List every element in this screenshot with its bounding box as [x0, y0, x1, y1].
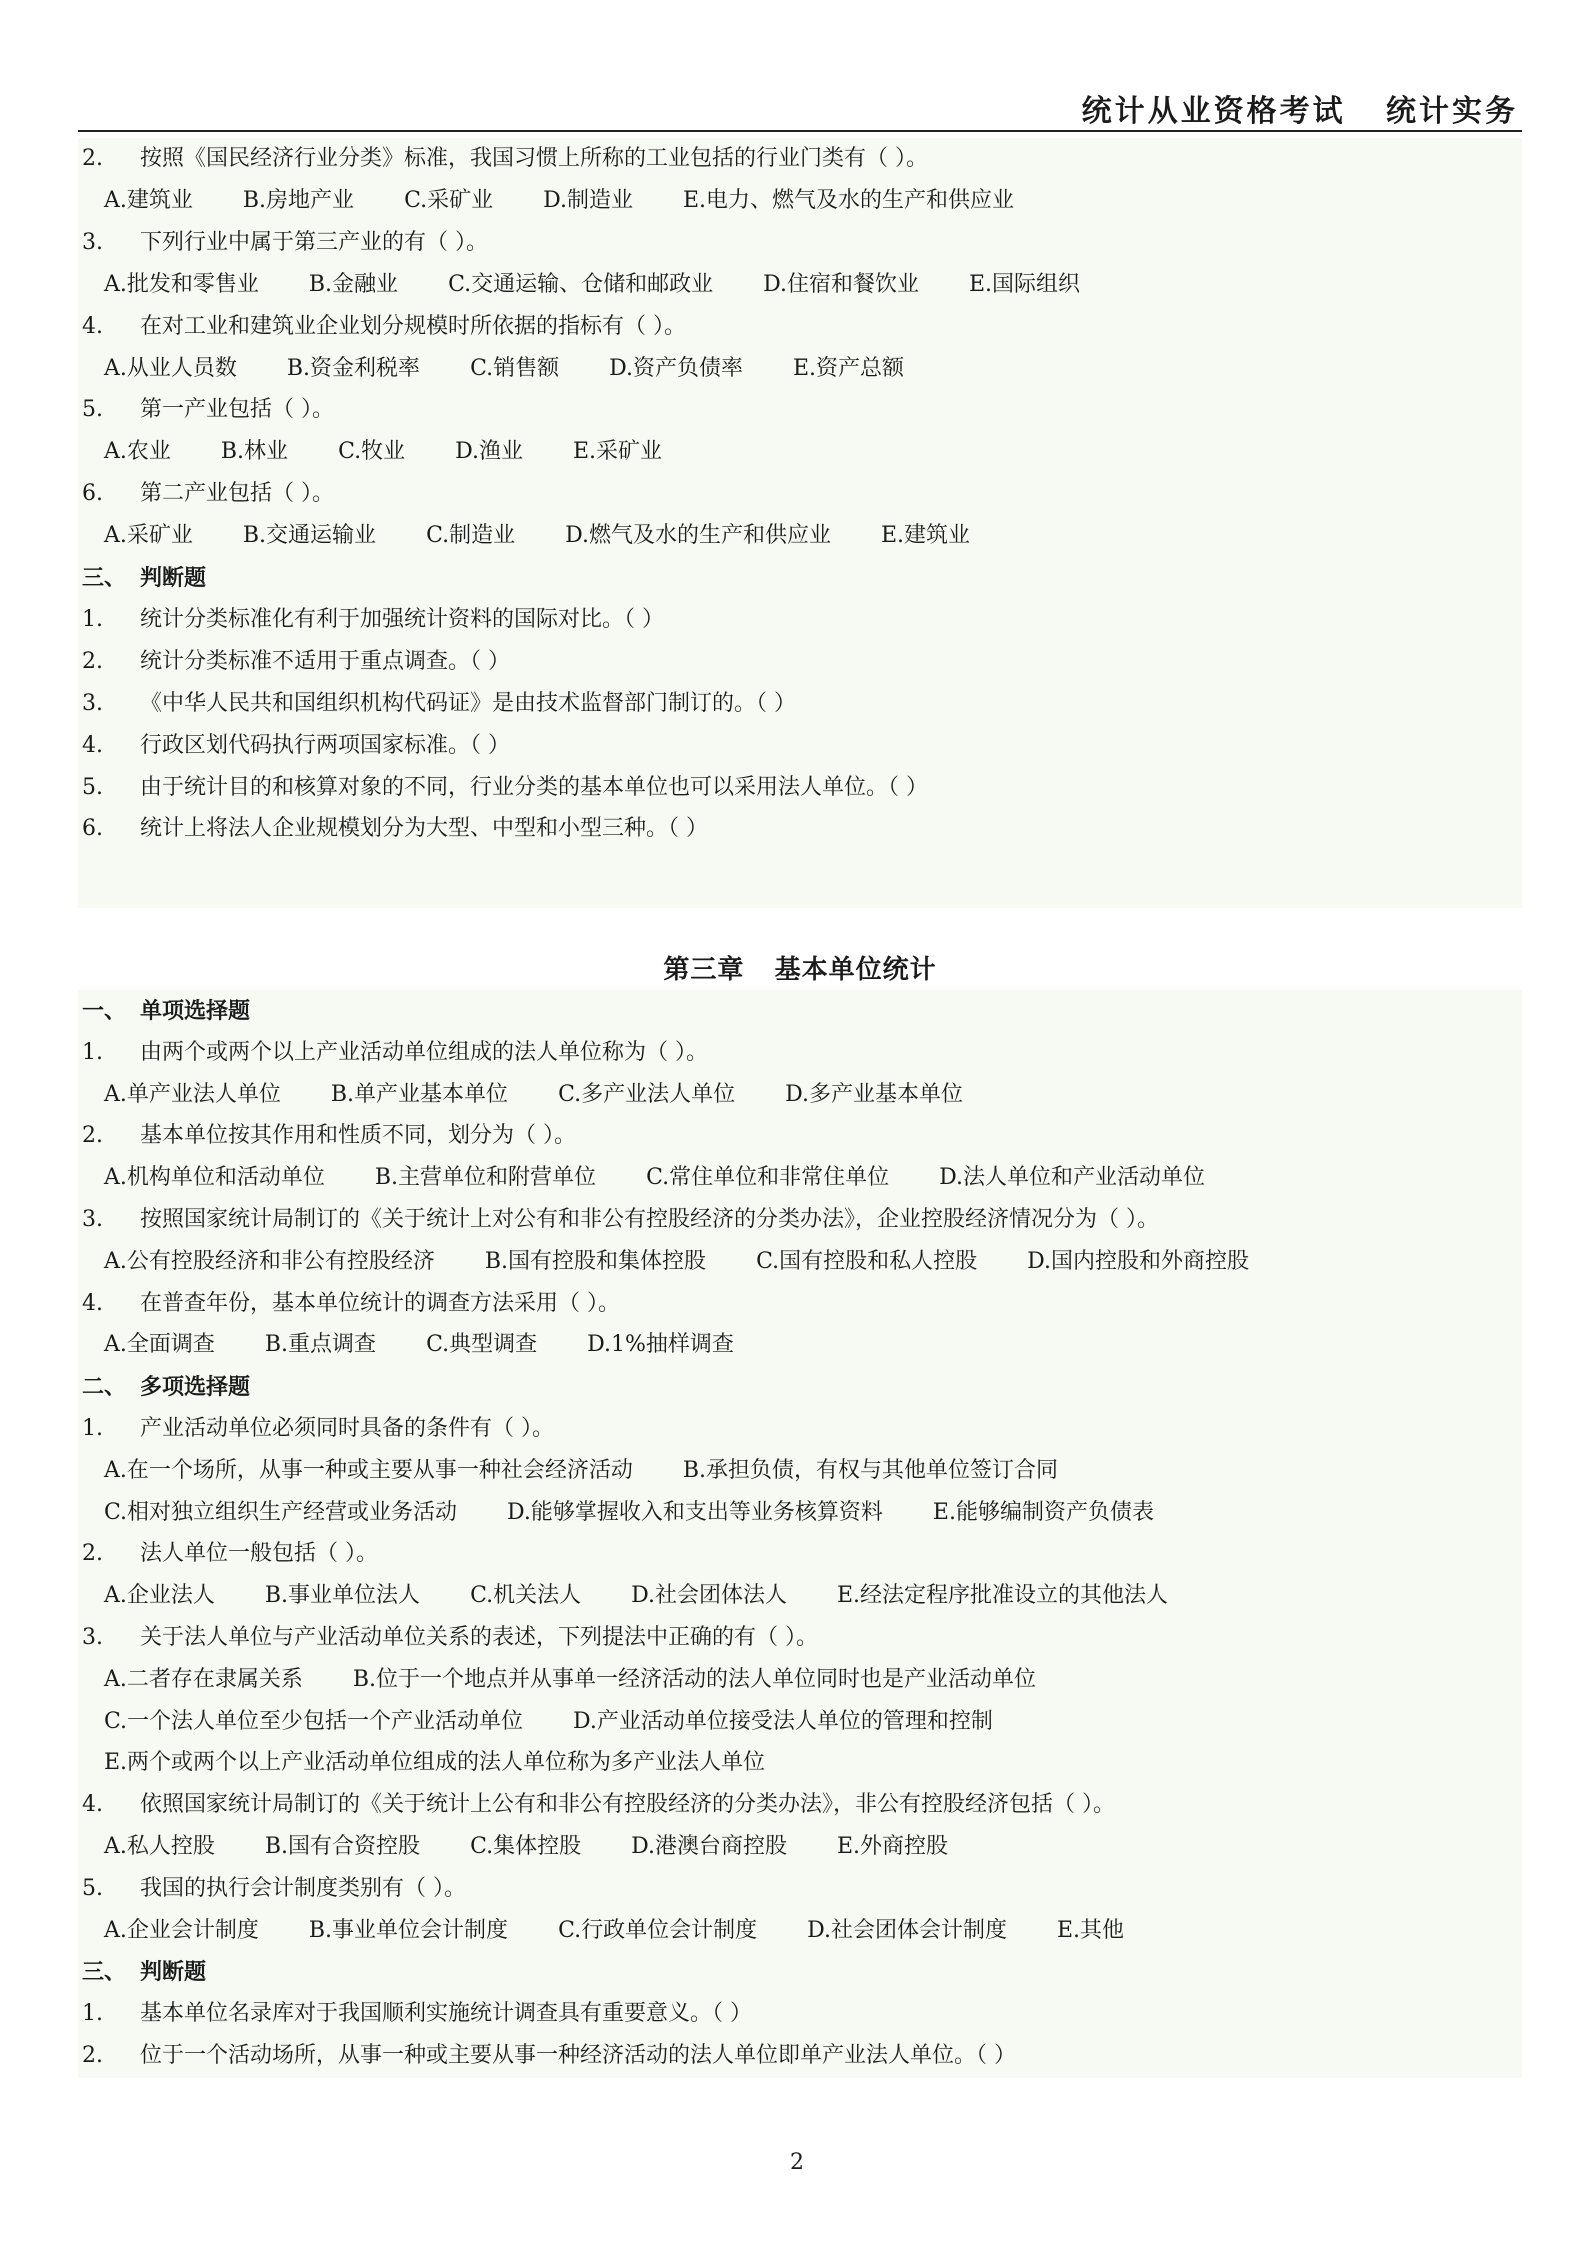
question-text: 由于统计目的和核算对象的不同，行业分类的基本单位也可以采用法人单位。（ ） — [140, 774, 928, 800]
options-list — [104, 515, 1020, 557]
option-item: A.二者存在隶属关系 — [104, 1666, 303, 1692]
question-text: 《中华人民共和国组织机构代码证》是由技术监督部门制订的。（ ） — [140, 690, 796, 716]
header-title: 统计从业资格考试 统计实务 — [1081, 94, 1518, 129]
question-text: 行政区划代码执行两项国家标准。（ ） — [140, 732, 510, 758]
option-item: B.重点调查 — [264, 1332, 377, 1358]
question-number: 2. — [82, 648, 103, 674]
question-text: 下列行业中属于第三产业的有（ ）。 — [140, 229, 488, 255]
question-number: 4. — [82, 1792, 103, 1818]
option-item: A.企业会计制度 — [104, 1917, 259, 1943]
option-item: A.从业人员数 — [104, 355, 237, 381]
options-list — [104, 180, 1064, 222]
options-list — [104, 264, 1130, 306]
question-number: 5. — [82, 1875, 103, 1901]
options-list — [104, 1074, 1013, 1116]
options-list — [104, 1742, 815, 1784]
section-number: 三、 — [82, 1959, 127, 1986]
question-number: 5. — [82, 774, 103, 800]
option-item: D.社会团体法人 — [631, 1583, 787, 1609]
option-item: E.电力、燃气及水的生产和供应业 — [682, 187, 1015, 213]
question-number: 1. — [82, 1039, 103, 1065]
option-item: D.住宿和餐饮业 — [763, 271, 919, 297]
option-item: D.渔业 — [455, 439, 523, 465]
question-number: 5. — [82, 397, 103, 423]
question-block-chapter3 — [78, 990, 1522, 2078]
option-item: A.全面调查 — [104, 1332, 215, 1358]
question-text: 按照《国民经济行业分类》标准，我国习惯上所称的工业包括的行业门类有（ ）。 — [140, 146, 928, 171]
question-text: 产业活动单位必须同时具备的条件有（ ）。 — [140, 1416, 554, 1441]
question-number: 3. — [82, 1625, 103, 1650]
option-item: D.制造业 — [543, 187, 633, 213]
option-item: B.位于一个地点并从事单一经济活动的法人单位同时也是产业活动单位 — [352, 1666, 1037, 1692]
question-number: 1. — [82, 606, 103, 632]
question-number: 2. — [82, 1123, 103, 1149]
question-number: 2. — [82, 146, 103, 171]
options-list — [104, 1450, 1108, 1492]
option-item: B.房地产业 — [242, 187, 355, 213]
option-item: B.国有控股和集体控股 — [484, 1248, 707, 1274]
option-item: C.国有控股和私人控股 — [756, 1248, 978, 1274]
option-item: B.事业单位会计制度 — [308, 1917, 509, 1943]
option-item: B.单产业基本单位 — [330, 1081, 509, 1107]
option-item: E.经法定程序批准设立的其他法人 — [836, 1583, 1169, 1609]
option-item: B.资金利税率 — [286, 355, 421, 381]
question-text: 统计分类标准不适用于重点调查。（ ） — [140, 648, 510, 674]
option-item: A.私人控股 — [104, 1834, 215, 1859]
option-item: B.国有合资控股 — [264, 1834, 421, 1859]
option-item: D.能够掌握收入和支出等业务核算资料 — [507, 1499, 883, 1525]
option-item: E.两个或两个以上产业活动单位组成的法人单位称为多产业法人单位 — [104, 1750, 766, 1776]
options-list — [104, 1324, 784, 1366]
page-number: 2 — [790, 2150, 804, 2175]
option-item: E.建筑业 — [880, 523, 971, 549]
option-item: D.资产负债率 — [609, 355, 743, 381]
option-item: C.销售额 — [470, 355, 560, 381]
question-number: 3. — [82, 229, 103, 255]
chapter-title: 第三章 基本单位统计 — [663, 955, 937, 985]
section-title: 多项选择题 — [140, 1374, 251, 1401]
option-item: C.常住单位和非常住单位 — [646, 1165, 890, 1191]
question-number: 3. — [82, 1207, 103, 1232]
option-item: C.典型调查 — [426, 1332, 538, 1358]
options-list — [104, 1910, 1174, 1952]
option-item: D.多产业基本单位 — [785, 1081, 963, 1107]
options-list — [104, 1659, 1086, 1701]
question-text: 位于一个活动场所，从事一种或主要从事一种经济活动的法人单位即单产业法人单位。（ ） — [140, 2043, 1016, 2068]
option-item: E.采矿业 — [572, 439, 663, 465]
option-item: B.林业 — [220, 439, 289, 465]
options-list — [104, 1826, 998, 1868]
option-item: E.外商控股 — [836, 1834, 949, 1859]
option-item: C.相对独立组织生产经营或业务活动 — [104, 1499, 458, 1525]
option-item: A.农业 — [104, 439, 171, 465]
option-item: C.一个法人单位至少包括一个产业活动单位 — [104, 1708, 524, 1734]
options-list — [104, 1701, 1043, 1743]
question-text: 关于法人单位与产业活动单位关系的表述，下列提法中正确的有（ ）。 — [140, 1625, 818, 1650]
option-item: A.在一个场所，从事一种或主要从事一种社会经济活动 — [104, 1457, 633, 1483]
question-text: 法人单位一般包括（ ）。 — [140, 1541, 378, 1567]
question-text: 统计上将法人企业规模划分为大型、中型和小型三种。（ ） — [140, 816, 708, 842]
question-text: 第二产业包括（ ）。 — [140, 481, 334, 507]
option-item: D.燃气及水的生产和供应业 — [565, 523, 831, 549]
option-item: D.1%抽样调查 — [587, 1332, 734, 1358]
option-item: A.公有控股经济和非公有控股经济 — [104, 1248, 435, 1274]
option-item: C.交通运输、仓储和邮政业 — [448, 271, 714, 297]
question-text: 基本单位按其作用和性质不同，划分为（ ）。 — [140, 1123, 576, 1149]
option-item: D.港澳台商控股 — [631, 1834, 787, 1859]
option-item: C.采矿业 — [404, 187, 494, 213]
question-number: 1. — [82, 2001, 103, 2027]
option-item: A.采矿业 — [104, 523, 193, 549]
option-item: D.国内控股和外商控股 — [1027, 1248, 1249, 1274]
option-item: E.资产总额 — [792, 355, 905, 381]
section-number: 一、 — [82, 998, 127, 1024]
question-number: 6. — [82, 481, 103, 507]
option-item: B.金融业 — [308, 271, 399, 297]
option-item: B.承担负债，有权与其他单位签订合同 — [682, 1457, 1059, 1483]
question-number: 6. — [82, 816, 103, 842]
option-item: A.建筑业 — [104, 187, 193, 213]
question-text: 依照国家统计局制订的《关于统计上公有和非公有控股经济的分类办法》，非公有控股经济包括（ ）。 — [140, 1792, 1115, 1818]
option-item: C.多产业法人单位 — [558, 1081, 736, 1107]
option-item: C.集体控股 — [470, 1834, 582, 1859]
option-item: B.主营单位和附营单位 — [374, 1165, 597, 1191]
option-item: C.制造业 — [426, 523, 516, 549]
section-title: 判断题 — [140, 1959, 207, 1986]
option-item: A.机构单位和活动单位 — [104, 1165, 325, 1191]
option-item: B.事业单位法人 — [264, 1583, 421, 1609]
question-text: 在对工业和建筑业企业划分规模时所依据的指标有（ ）。 — [140, 313, 686, 339]
section-title: 单项选择题 — [140, 998, 251, 1024]
options-list — [104, 431, 712, 473]
option-item: E.能够编制资产负债表 — [932, 1499, 1154, 1525]
options-list — [104, 1575, 1218, 1617]
question-text: 按照国家统计局制订的《关于统计上对公有和非公有控股经济的分类办法》，企业控股经济情况分为（ ）。 — [140, 1207, 1159, 1232]
option-item: E.国际组织 — [968, 271, 1081, 297]
question-text: 我国的执行会计制度类别有（ ）。 — [140, 1875, 466, 1901]
options-list — [104, 1241, 1299, 1283]
option-item: B.交通运输业 — [242, 523, 377, 549]
section-number: 三、 — [82, 565, 127, 591]
question-number: 4. — [82, 732, 103, 758]
question-number: 4. — [82, 313, 103, 339]
option-item: C.行政单位会计制度 — [558, 1917, 758, 1943]
question-text: 在普查年份，基本单位统计的调查方法采用（ ）。 — [140, 1290, 620, 1316]
option-item: E.其他 — [1056, 1917, 1125, 1943]
question-number: 3. — [82, 690, 103, 716]
option-item: A.企业法人 — [104, 1583, 215, 1609]
options-list — [104, 348, 954, 390]
option-item: D.社会团体会计制度 — [807, 1917, 1007, 1943]
option-item: D.法人单位和产业活动单位 — [939, 1165, 1205, 1191]
question-block-chapter2 — [78, 138, 1522, 908]
section-number: 二、 — [82, 1374, 127, 1401]
page-header — [78, 78, 1522, 132]
option-item: A.批发和零售业 — [104, 271, 259, 297]
option-item: A.单产业法人单位 — [104, 1081, 281, 1107]
question-text: 由两个或两个以上产业活动单位组成的法人单位称为（ ）。 — [140, 1039, 708, 1065]
question-text: 统计分类标准化有利于加强统计资料的国际对比。（ ） — [140, 606, 664, 632]
option-item: C.牧业 — [338, 439, 406, 465]
options-list — [104, 1492, 1204, 1534]
options-list — [104, 1157, 1255, 1199]
question-number: 2. — [82, 1541, 103, 1567]
question-number: 2. — [82, 2043, 103, 2068]
question-number: 1. — [82, 1416, 103, 1441]
question-number: 4. — [82, 1290, 103, 1316]
question-text: 基本单位名录库对于我国顺利实施统计调查具有重要意义。（ ） — [140, 2001, 752, 2027]
question-text: 第一产业包括（ ）。 — [140, 397, 334, 423]
option-item: D.产业活动单位接受法人单位的管理和控制 — [573, 1708, 993, 1734]
section-title: 判断题 — [140, 565, 207, 591]
option-item: C.机关法人 — [470, 1583, 582, 1609]
